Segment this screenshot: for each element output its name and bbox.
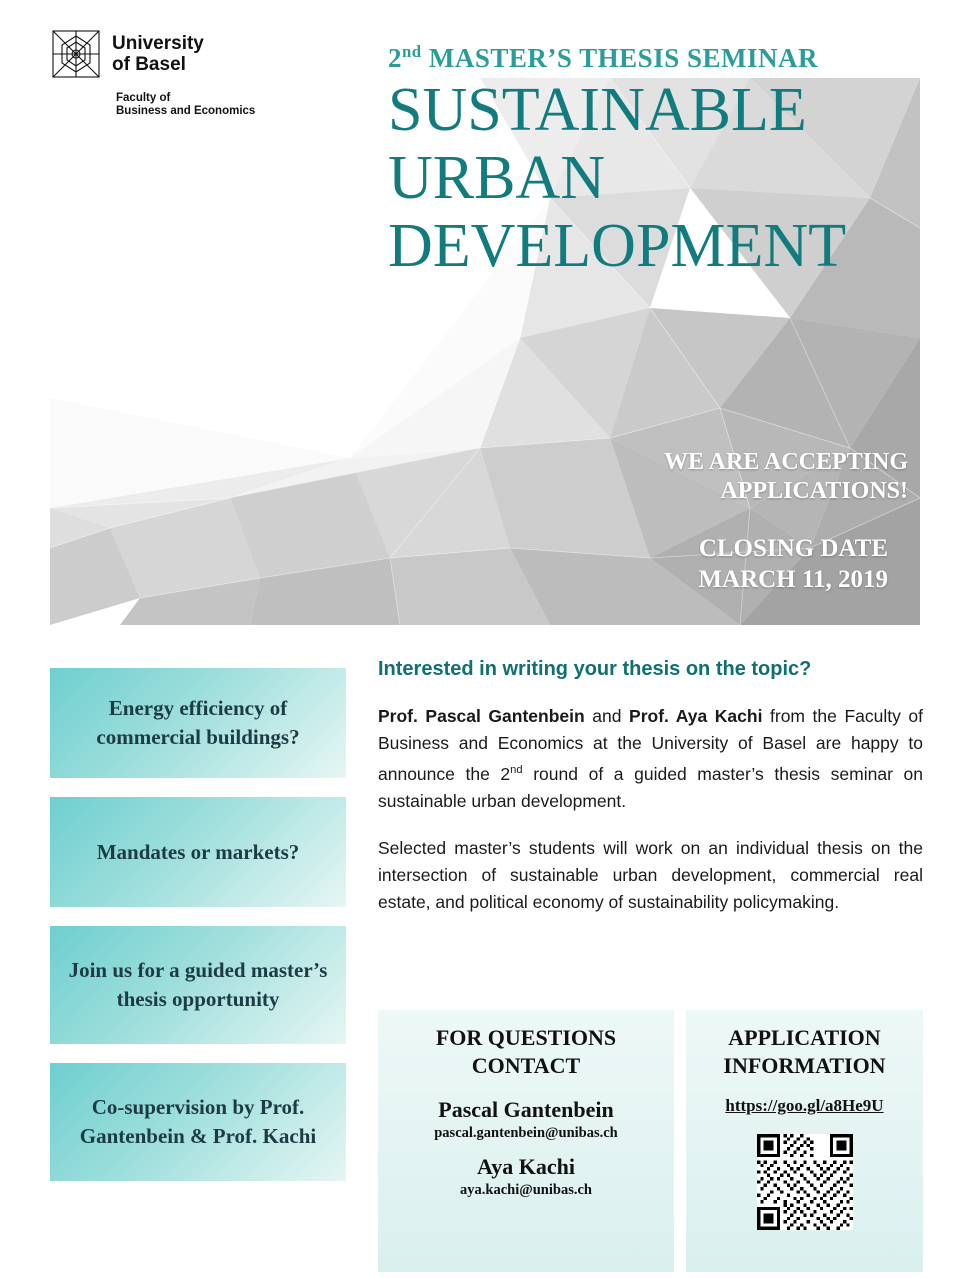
kicker-ordinal-suffix: nd <box>402 42 422 61</box>
kicker-text: MASTER’S THESIS SEMINAR <box>421 43 818 73</box>
accepting-line-2: APPLICATIONS! <box>720 478 908 504</box>
application-box-title <box>696 1024 913 1080</box>
contact-person-email[interactable]: aya.kachi@unibas.ch <box>460 1182 592 1198</box>
poster-body <box>0 640 960 1278</box>
university-name-line2: of Basel <box>112 54 186 75</box>
title-line-1: SUSTAINABLE <box>388 76 807 144</box>
university-logo <box>50 28 330 118</box>
university-name-line1: University <box>112 33 204 54</box>
poster-header <box>0 0 960 625</box>
contact-person-name: Aya Kachi <box>477 1154 575 1179</box>
contact-person-name: Pascal Gantenbein <box>438 1097 614 1122</box>
faculty-line1: Faculty of <box>116 92 171 104</box>
promo-card <box>50 926 346 1044</box>
contact-title-line-2: CONTACT <box>471 1053 581 1078</box>
poster-title <box>388 76 928 280</box>
intro-paragraph <box>378 703 923 815</box>
title-line-3: DEVELOPMENT <box>388 212 847 280</box>
promo-card <box>50 797 346 907</box>
contact-title-line-1: FOR QUESTIONS <box>435 1025 617 1050</box>
accepting-applications-callout <box>578 448 908 506</box>
description-column <box>378 658 923 936</box>
application-box <box>686 1010 923 1272</box>
promo-column <box>50 668 346 1181</box>
lead-question: Interested in writing your thesis on the topic? <box>378 658 812 680</box>
kicker-number: 2 <box>388 43 402 73</box>
faculty-name <box>116 92 330 118</box>
title-line-2: URBAN <box>388 144 606 212</box>
university-name <box>112 33 204 75</box>
promo-card-text: Energy efficiency of commercial buildings? <box>96 696 300 749</box>
contact-box-title <box>388 1024 664 1080</box>
application-link[interactable]: https://goo.gl/a8He9U <box>725 1096 884 1115</box>
promo-card <box>50 1063 346 1181</box>
intro-text: from the Faculty of Business and Economics at the University of Basel are happy to announce the 2 <box>378 706 923 784</box>
basel-crest-icon <box>50 28 102 80</box>
qr-code-icon <box>757 1134 853 1230</box>
logo-row <box>50 28 330 80</box>
thesis-paragraph: Selected master’s students will work on an individual thesis on the intersection of sustainable urban development, commercial real estate, and political economy of sustainability policymaking. <box>378 837 923 912</box>
promo-card-text: Co-supervision by Prof. Gantenbein & Prof. Kachi <box>79 1095 317 1148</box>
title-block <box>388 42 928 280</box>
promo-card <box>50 668 346 778</box>
application-title-line-1: APPLICATION <box>728 1025 881 1050</box>
info-boxes <box>378 1010 923 1272</box>
promo-card-text: Mandates or markets? <box>96 839 300 864</box>
contact-box <box>378 1010 674 1272</box>
closing-date-callout <box>558 533 888 595</box>
closing-date-label: CLOSING DATE <box>698 535 888 562</box>
promo-card-text: Join us for a guided master’s thesis opportunity <box>68 958 328 1011</box>
ordinal-suffix: nd <box>510 764 523 776</box>
intro-text-end: round of a guided master’s thesis seminar on sustainable urban development. <box>378 763 923 811</box>
professor-name-1: Prof. Pascal Gantenbein <box>378 706 585 726</box>
application-title-line-2: INFORMATION <box>723 1053 886 1078</box>
contact-person-email[interactable]: pascal.gantenbein@unibas.ch <box>434 1125 618 1141</box>
seminar-kicker <box>388 42 928 74</box>
conjunction: and <box>584 706 630 726</box>
professor-name-2: Prof. Aya Kachi <box>629 706 763 726</box>
faculty-line2: Business and Economics <box>116 105 256 117</box>
closing-date-value: MARCH 11, 2019 <box>698 566 888 593</box>
accepting-line-1: WE ARE ACCEPTING <box>663 449 908 475</box>
